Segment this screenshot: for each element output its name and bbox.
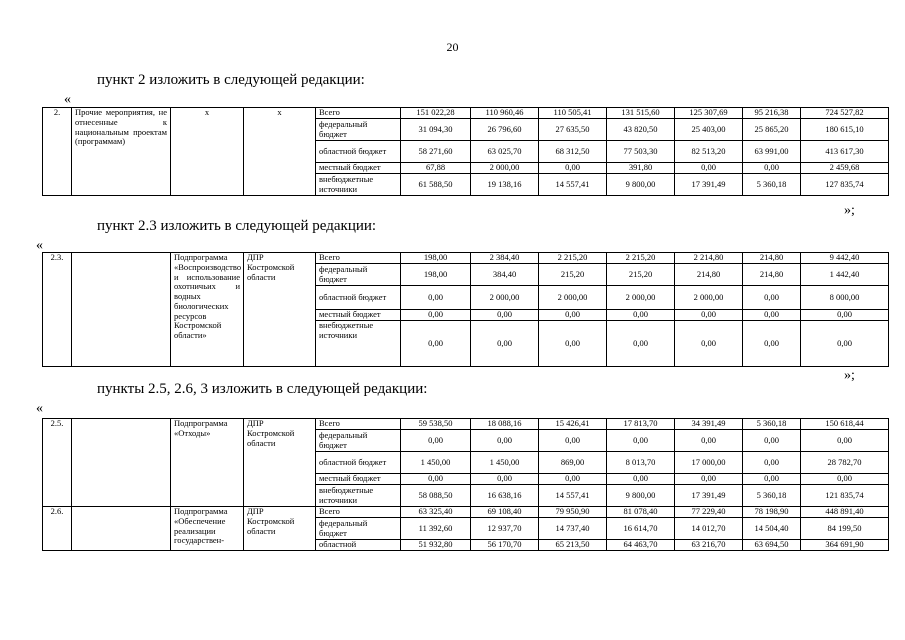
table-body-1 bbox=[43, 108, 889, 196]
value-cell: 58 271,60 bbox=[401, 141, 471, 163]
source-label: внебюджетные источники bbox=[316, 485, 401, 507]
value-cell: 68 312,50 bbox=[539, 141, 607, 163]
value-cell: 0,00 bbox=[675, 310, 743, 321]
empty-cell bbox=[72, 507, 171, 551]
value-cell: 0,00 bbox=[743, 452, 801, 474]
value-cell: 215,20 bbox=[539, 264, 607, 286]
empty-cell bbox=[72, 253, 171, 367]
source-label: местный бюджет bbox=[316, 474, 401, 485]
value-cell: 82 513,20 bbox=[675, 141, 743, 163]
value-cell: 2 000,00 bbox=[607, 286, 675, 310]
value-cell: 125 307,69 bbox=[675, 108, 743, 119]
value-cell: 5 360,18 bbox=[743, 485, 801, 507]
value-cell: 0,00 bbox=[471, 430, 539, 452]
value-cell: 8 013,70 bbox=[607, 452, 675, 474]
open-quote-2: « bbox=[36, 238, 43, 253]
value-cell: 18 088,16 bbox=[471, 419, 539, 430]
value-cell: 0,00 bbox=[471, 310, 539, 321]
table-body-2 bbox=[43, 253, 889, 367]
value-cell: 84 199,50 bbox=[801, 518, 889, 540]
value-cell: 12 937,70 bbox=[471, 518, 539, 540]
source-label: Всего bbox=[316, 419, 401, 430]
value-cell: 14 504,40 bbox=[743, 518, 801, 540]
value-cell: 9 442,40 bbox=[801, 253, 889, 264]
value-cell: 61 588,50 bbox=[401, 174, 471, 196]
value-cell: 9 800,00 bbox=[607, 485, 675, 507]
value-cell: 8 000,00 bbox=[801, 286, 889, 310]
value-cell: 364 691,90 bbox=[801, 540, 889, 551]
section-heading-3: пункты 2.5, 2.6, 3 изложить в следующей редакции: bbox=[97, 381, 428, 397]
value-cell: 78 198,90 bbox=[743, 507, 801, 518]
value-cell: 2 000,00 bbox=[471, 286, 539, 310]
value-cell: 31 094,30 bbox=[401, 119, 471, 141]
value-cell: 0,00 bbox=[675, 321, 743, 367]
value-cell: 0,00 bbox=[801, 430, 889, 452]
value-cell: 0,00 bbox=[743, 163, 801, 174]
table-section-3 bbox=[42, 418, 889, 551]
row-number: 2.5. bbox=[43, 419, 72, 507]
table-row bbox=[43, 108, 889, 119]
value-cell: 27 635,50 bbox=[539, 119, 607, 141]
value-cell: 214,80 bbox=[743, 264, 801, 286]
value-cell: 0,00 bbox=[401, 310, 471, 321]
source-label: федеральный бюджет bbox=[316, 518, 401, 540]
close-quote-2: »; bbox=[844, 368, 855, 383]
value-cell: 0,00 bbox=[401, 321, 471, 367]
section-heading-2: пункт 2.3 изложить в следующей редакции: bbox=[97, 218, 377, 234]
value-cell: 413 617,30 bbox=[801, 141, 889, 163]
value-cell: 110 960,46 bbox=[471, 108, 539, 119]
source-label: федеральный бюджет bbox=[316, 430, 401, 452]
row-name: Подпрограмма «Отходы» bbox=[171, 419, 244, 507]
value-cell: 81 078,40 bbox=[607, 507, 675, 518]
value-cell: 17 391,49 bbox=[675, 485, 743, 507]
row-name: Подпрограмма «Обеспечение реализации государствен- bbox=[171, 507, 244, 551]
value-cell: 63 025,70 bbox=[471, 141, 539, 163]
value-cell: 2 000,00 bbox=[471, 163, 539, 174]
value-cell: 1 450,00 bbox=[471, 452, 539, 474]
value-cell: 448 891,40 bbox=[801, 507, 889, 518]
value-cell: 127 835,74 bbox=[801, 174, 889, 196]
value-cell: 0,00 bbox=[675, 474, 743, 485]
value-cell: 63 325,40 bbox=[401, 507, 471, 518]
value-cell: 26 796,60 bbox=[471, 119, 539, 141]
row-number: 2.6. bbox=[43, 507, 72, 551]
value-cell: 16 638,16 bbox=[471, 485, 539, 507]
value-cell: 14 737,40 bbox=[539, 518, 607, 540]
value-cell: 15 426,41 bbox=[539, 419, 607, 430]
row-executor: ДПР Костромской области bbox=[244, 253, 316, 367]
source-label: областной bbox=[316, 540, 401, 551]
value-cell: 14 557,41 bbox=[539, 174, 607, 196]
value-cell: 58 088,50 bbox=[401, 485, 471, 507]
value-cell: 2 214,80 bbox=[675, 253, 743, 264]
value-cell: 43 820,50 bbox=[607, 119, 675, 141]
value-cell: 63 216,70 bbox=[675, 540, 743, 551]
value-cell: 0,00 bbox=[401, 286, 471, 310]
value-cell: 77 229,40 bbox=[675, 507, 743, 518]
value-cell: 28 782,70 bbox=[801, 452, 889, 474]
value-cell: 0,00 bbox=[743, 321, 801, 367]
value-cell: 0,00 bbox=[401, 474, 471, 485]
value-cell: 0,00 bbox=[471, 321, 539, 367]
source-label: областной бюджет bbox=[316, 286, 401, 310]
value-cell: 0,00 bbox=[675, 163, 743, 174]
source-label: внебюджетные источники bbox=[316, 174, 401, 196]
value-cell: 0,00 bbox=[539, 430, 607, 452]
value-cell: 65 213,50 bbox=[539, 540, 607, 551]
value-cell: 69 108,40 bbox=[471, 507, 539, 518]
source-label: федеральный бюджет bbox=[316, 119, 401, 141]
value-cell: 2 000,00 bbox=[539, 286, 607, 310]
value-cell: 0,00 bbox=[743, 474, 801, 485]
value-cell: 17 000,00 bbox=[675, 452, 743, 474]
source-label: федеральный бюджет bbox=[316, 264, 401, 286]
value-cell: 0,00 bbox=[743, 286, 801, 310]
close-quote-1: »; bbox=[844, 203, 855, 218]
value-cell: 384,40 bbox=[471, 264, 539, 286]
value-cell: 14 557,41 bbox=[539, 485, 607, 507]
value-cell: 5 360,18 bbox=[743, 419, 801, 430]
value-cell: 5 360,18 bbox=[743, 174, 801, 196]
value-cell: 67,88 bbox=[401, 163, 471, 174]
value-cell: 25 865,20 bbox=[743, 119, 801, 141]
table-row bbox=[43, 507, 889, 518]
value-cell: 0,00 bbox=[539, 163, 607, 174]
value-cell: 2 459,68 bbox=[801, 163, 889, 174]
value-cell: 0,00 bbox=[607, 310, 675, 321]
value-cell: 9 800,00 bbox=[607, 174, 675, 196]
value-cell: 25 403,00 bbox=[675, 119, 743, 141]
value-cell: 34 391,49 bbox=[675, 419, 743, 430]
source-label: областной бюджет bbox=[316, 141, 401, 163]
source-label: Всего bbox=[316, 108, 401, 119]
value-cell: 180 615,10 bbox=[801, 119, 889, 141]
value-cell: 2 384,40 bbox=[471, 253, 539, 264]
value-cell: 14 012,70 bbox=[675, 518, 743, 540]
value-cell: 79 950,90 bbox=[539, 507, 607, 518]
source-label: Всего bbox=[316, 507, 401, 518]
table-row bbox=[43, 419, 889, 430]
value-cell: 19 138,16 bbox=[471, 174, 539, 196]
row-number: 2. bbox=[43, 108, 72, 196]
value-cell: 724 527,82 bbox=[801, 108, 889, 119]
row-col4: х bbox=[244, 108, 316, 196]
value-cell: 17 391,49 bbox=[675, 174, 743, 196]
value-cell: 131 515,60 bbox=[607, 108, 675, 119]
row-col3: х bbox=[171, 108, 244, 196]
value-cell: 150 618,44 bbox=[801, 419, 889, 430]
row-number: 2.3. bbox=[43, 253, 72, 367]
source-label: внебюджетные источники bbox=[316, 321, 401, 367]
value-cell: 77 503,30 bbox=[607, 141, 675, 163]
table-section-2 bbox=[42, 252, 889, 367]
value-cell: 0,00 bbox=[607, 430, 675, 452]
value-cell: 95 216,38 bbox=[743, 108, 801, 119]
value-cell: 17 813,70 bbox=[607, 419, 675, 430]
table-section-1 bbox=[42, 107, 889, 196]
value-cell: 64 463,70 bbox=[607, 540, 675, 551]
value-cell: 391,80 bbox=[607, 163, 675, 174]
value-cell: 63 991,00 bbox=[743, 141, 801, 163]
value-cell: 16 614,70 bbox=[607, 518, 675, 540]
value-cell: 214,80 bbox=[675, 264, 743, 286]
value-cell: 2 000,00 bbox=[675, 286, 743, 310]
value-cell: 151 022,28 bbox=[401, 108, 471, 119]
source-label: местный бюджет bbox=[316, 310, 401, 321]
empty-cell bbox=[72, 419, 171, 507]
source-label: Всего bbox=[316, 253, 401, 264]
row-executor: ДПР Костромской области bbox=[244, 419, 316, 507]
row-name: Подпрограмма «Воспроизводство и использование охотничьих и водных биологических ресурсов Костромской области» bbox=[171, 253, 244, 367]
open-quote-3: « bbox=[36, 401, 43, 416]
value-cell: 0,00 bbox=[471, 474, 539, 485]
open-quote-1: « bbox=[64, 92, 71, 107]
value-cell: 215,20 bbox=[607, 264, 675, 286]
value-cell: 51 932,80 bbox=[401, 540, 471, 551]
value-cell: 0,00 bbox=[675, 430, 743, 452]
value-cell: 214,80 bbox=[743, 253, 801, 264]
value-cell: 0,00 bbox=[743, 430, 801, 452]
value-cell: 0,00 bbox=[801, 474, 889, 485]
value-cell: 1 442,40 bbox=[801, 264, 889, 286]
row-executor: ДПР Костромской области bbox=[244, 507, 316, 551]
section-heading-1: пункт 2 изложить в следующей редакции: bbox=[97, 72, 365, 88]
table-body-3 bbox=[43, 419, 889, 551]
value-cell: 110 505,41 bbox=[539, 108, 607, 119]
value-cell: 869,00 bbox=[539, 452, 607, 474]
value-cell: 2 215,20 bbox=[607, 253, 675, 264]
value-cell: 0,00 bbox=[801, 310, 889, 321]
value-cell: 1 450,00 bbox=[401, 452, 471, 474]
value-cell: 11 392,60 bbox=[401, 518, 471, 540]
value-cell: 2 215,20 bbox=[539, 253, 607, 264]
row-name: Прочие мероприятия, не отнесенные к национальным проектам (программам) bbox=[72, 108, 171, 196]
value-cell: 56 170,70 bbox=[471, 540, 539, 551]
value-cell: 0,00 bbox=[539, 321, 607, 367]
value-cell: 0,00 bbox=[539, 474, 607, 485]
value-cell: 0,00 bbox=[401, 430, 471, 452]
table-row bbox=[43, 253, 889, 264]
value-cell: 198,00 bbox=[401, 253, 471, 264]
value-cell: 0,00 bbox=[743, 310, 801, 321]
value-cell: 198,00 bbox=[401, 264, 471, 286]
page-number: 20 bbox=[446, 40, 459, 54]
value-cell: 0,00 bbox=[801, 321, 889, 367]
value-cell: 59 538,50 bbox=[401, 419, 471, 430]
value-cell: 0,00 bbox=[607, 321, 675, 367]
source-label: местный бюджет bbox=[316, 163, 401, 174]
value-cell: 0,00 bbox=[539, 310, 607, 321]
value-cell: 121 835,74 bbox=[801, 485, 889, 507]
value-cell: 0,00 bbox=[607, 474, 675, 485]
source-label: областной бюджет bbox=[316, 452, 401, 474]
value-cell: 63 694,50 bbox=[743, 540, 801, 551]
